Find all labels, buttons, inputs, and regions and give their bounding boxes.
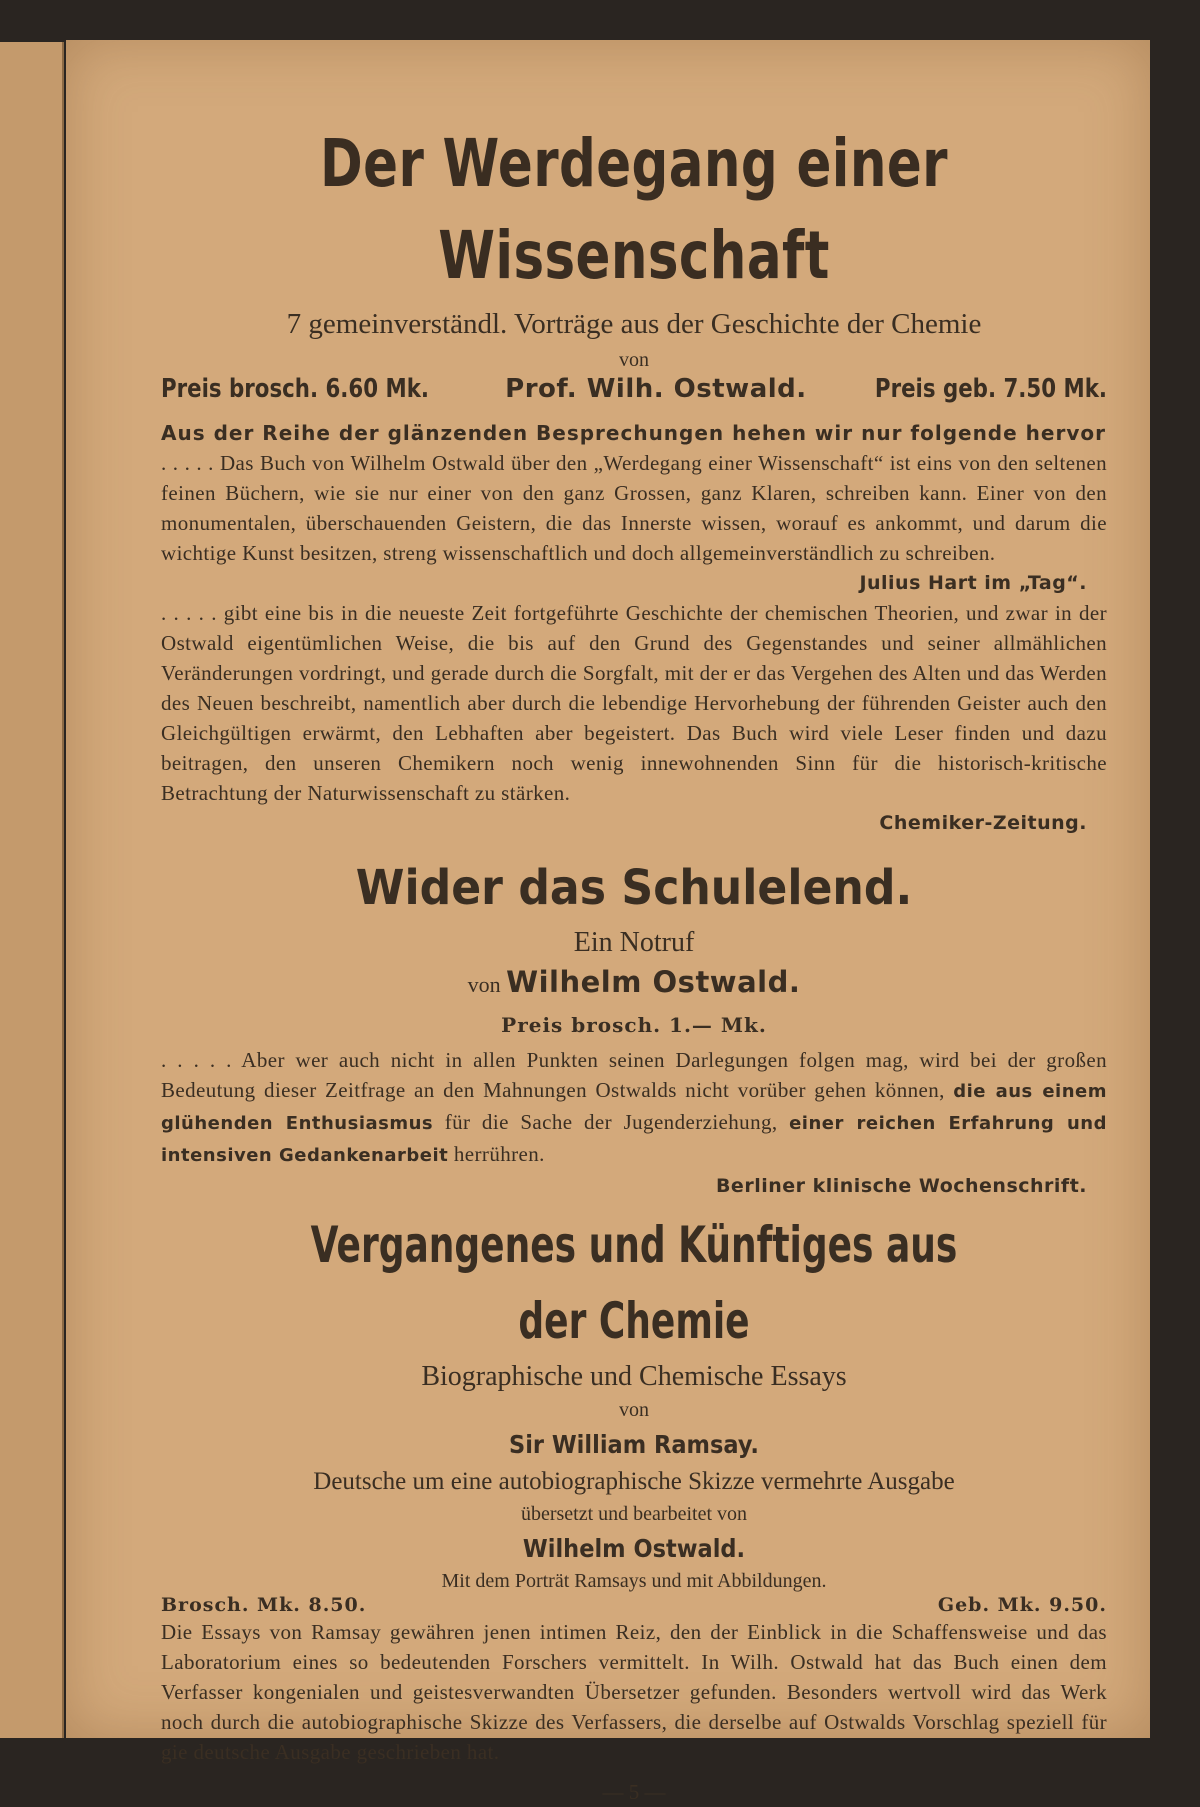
- price-row-werdegang: [161, 374, 1107, 416]
- author-name: Wilhelm Ostwald.: [506, 965, 801, 999]
- book-subtitle-schulelend: Ein Notruf: [573, 927, 695, 958]
- price-schulelend: Preis brosch. 1.— Mk.: [501, 1013, 767, 1037]
- review-text-part: herrühren.: [453, 1142, 545, 1166]
- review-source-berliner: Berliner klinische Wochenschrift.: [715, 1175, 1087, 1197]
- review-emphasis: einer reichen Erfahrung und intensiven Gedankenarbeit: [161, 1113, 1107, 1166]
- price-row-vergangenes: [161, 1593, 1107, 1617]
- book-title-werdegang: Der Werdegang einer Wissenschaft: [320, 125, 948, 294]
- book-subtitle-werdegang: 7 gemeinverständl. Vorträge aus der Geschichte der Chemie: [286, 308, 982, 340]
- document-page: [66, 40, 1150, 1804]
- price-geb: Geb. Mk. 9.50.: [937, 1594, 1107, 1616]
- reviews-intro: Aus der Reihe der glänzenden Besprechungen hehen wir nur folgende hervor: [161, 421, 1106, 445]
- previous-page-edge: [0, 42, 64, 1738]
- von-label: von: [619, 349, 649, 371]
- edition-note: Deutsche um eine autobiographische Skizze vermehrte Ausgabe: [313, 1468, 955, 1495]
- portrait-note: Mit dem Porträt Ramsays und mit Abbildungen.: [441, 1570, 827, 1592]
- page-content: [161, 118, 1107, 1807]
- translated-by-label: übersetzt und bearbeitet von: [520, 1503, 748, 1525]
- review-text-chemiker: . . . . . gibt eine bis in die neueste Zeit fortgeführte Geschichte der chemischen Theorien, und zwar in der Ostwald eigentümlichen Weise, die bis auf den Grund des Gegenstandes und seiner allmählichen Veränderungen vordringt, und gerade durch die Sorgfalt, mit der er das Vergehen des Alten und das Werden des Neuen beschreibt, namentlich aber durch die lebendige Hervorhebung der führenden Geister auch den Gleichgültigen erwärmt, den Lebhaften aber begeistert. Das Buch wird viele Leser finden und dazu beitragen, den unseren Chemikern noch wenig innewohnenden Sinn für die historisch-kritische Betrachtung der Naturwissenschaft zu stärken.: [161, 601, 1107, 805]
- author-name: Sir William Ramsay.: [509, 1430, 759, 1459]
- von-label: von: [467, 972, 501, 997]
- price-brosch: Preis brosch. 6.60 Mk.: [161, 374, 429, 404]
- review-text-ramsay: Die Essays von Ramsay gewähren jenen intimen Reiz, den der Einblick in die Schaffensweise und das Laboratorium eines so bedeutenden Forschers vermittelt. In Wilh. Ostwald hat das Buch einen dem Verfasser kongenialen und geistesverwandten Übersetzer gefunden. Besonders wertvoll wird das Werk noch durch die autobiographische Skizze des Verfassers, die derselbe auf Ostwalds Vorschlag speziell für gie deutsche Ausgabe geschrieben hat.: [161, 1620, 1107, 1764]
- von-label: von: [619, 1399, 649, 1421]
- page-number: — 5 —: [602, 1780, 666, 1804]
- book-title-vergangenes: Vergangenes und Künftiges aus der Chemie: [310, 1216, 958, 1350]
- review-text-part: . . . . . Aber wer auch nicht in allen Punkten seinen Darlegungen folgen mag, wird bei der großen Bedeutung dieser Zeitfrage an den Mahnungen Ostwalds nicht vorüber gehen können,: [161, 1048, 1107, 1102]
- review-text-part: für die Sache der Jugenderziehung,: [444, 1110, 778, 1134]
- translator-name: Wilhelm Ostwald.: [522, 1534, 746, 1563]
- price-geb: Preis geb. 7.50 Mk.: [874, 374, 1107, 404]
- author-name: Prof. Wilh. Ostwald.: [505, 374, 807, 404]
- price-brosch: Brosch. Mk. 8.50.: [161, 1594, 367, 1616]
- author-line-schulelend: [161, 962, 1107, 1005]
- review-emphasis: die aus einem glühenden Enthusiasmus: [161, 1081, 1107, 1134]
- review-text-hart: . . . . . Das Buch von Wilhelm Ostwald über den „Werdegang einer Wissenschaft“ ist eins von den seltenen feinen Büchern, wie sie nur einer von den ganz Grossen, ganz Klaren, schreiben kann. Einer von den monumentalen, überschauenden Geistern, die das Innerste wissen, worauf es ankommt, und darum die wichtige Kunst besitzen, streng wissenschaftlich und doch allgemeinverständlich zu schreiben.: [161, 451, 1107, 565]
- book-title-schulelend: Wider das Schulelend.: [355, 860, 913, 916]
- book-subtitle-vergangenes: Biographische und Chemische Essays: [421, 1361, 847, 1392]
- review-source-chemiker: Chemiker-Zeitung.: [879, 812, 1087, 834]
- review-source-hart: Julius Hart im „Tag“.: [859, 572, 1087, 594]
- review-text-berliner: [161, 1045, 1107, 1171]
